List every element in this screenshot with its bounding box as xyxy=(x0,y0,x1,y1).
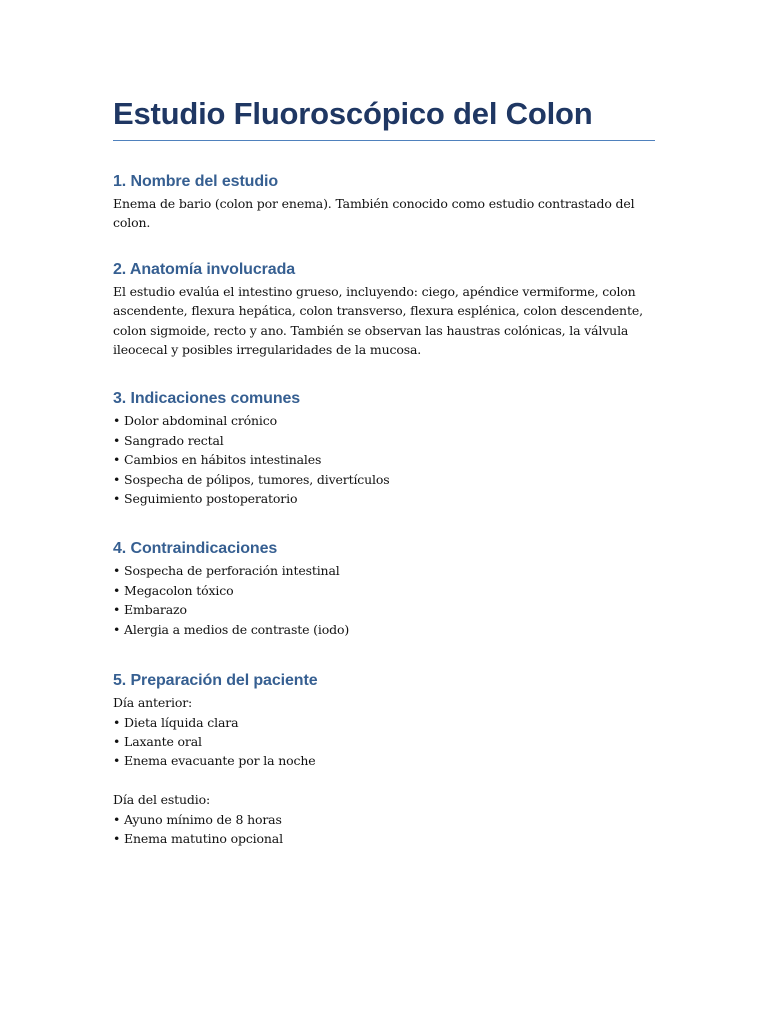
section-anatomia-involucrada xyxy=(113,259,655,360)
day-of-list xyxy=(113,810,655,849)
section-preparacion-del-paciente xyxy=(113,670,655,848)
section-heading: 1. Nombre del estudio xyxy=(113,173,279,190)
indicaciones-list xyxy=(113,411,655,508)
section-heading: 2. Anatomía involucrada xyxy=(113,260,296,278)
list-item: • Seguimiento postoperatorio xyxy=(113,491,298,507)
list-item: • Alergia a medios de contraste (iodo) xyxy=(113,621,350,637)
contraindicaciones-list xyxy=(113,561,655,639)
day-of-label: Día del estudio: xyxy=(113,792,211,808)
section-heading: 3. Indicaciones comunes xyxy=(113,390,301,408)
list-item: • Sospecha de pólipos, tumores, divertículos xyxy=(113,471,390,487)
list-item: • Sospecha de perforación intestinal xyxy=(113,563,340,579)
list-item: • Sangrado rectal xyxy=(113,432,224,448)
blank-line xyxy=(113,771,655,790)
list-item: • Ayuno mínimo de 8 horas xyxy=(113,811,282,827)
section-nombre-del-estudio xyxy=(113,171,655,233)
list-item: • Megacolon tóxico xyxy=(113,582,234,598)
list-item: • Embarazo xyxy=(113,602,187,618)
section-contraindicaciones xyxy=(113,538,655,639)
day-before-label: Día anterior: xyxy=(113,695,193,711)
section-paragraph: El estudio evalúa el intestino grueso, incluyendo: ciego, apéndice vermiforme, colon ascendente, flexura hepática, colon transverso, flexura esplénica, colon descendente, colon sigmoide, recto y ano. También se observan las haustras colónicas, la válvula ileocecal y posibles irregularidades de la mucosa. xyxy=(113,283,643,358)
day-before-list xyxy=(113,713,655,771)
list-item: • Dolor abdominal crónico xyxy=(113,413,277,429)
section-indicaciones-comunes xyxy=(113,388,655,508)
list-item: • Cambios en hábitos intestinales xyxy=(113,452,322,468)
page-title: Estudio Fluoroscópico del Colon xyxy=(113,94,655,141)
list-item: • Enema evacuante por la noche xyxy=(113,753,316,769)
list-item: • Enema matutino opcional xyxy=(113,830,283,846)
section-heading: 5. Preparación del paciente xyxy=(113,672,318,690)
section-heading: 4. Contraindicaciones xyxy=(113,540,278,558)
section-paragraph: Enema de bario (colon por enema). También conocido como estudio contrastado del colon. xyxy=(113,196,635,231)
list-item: • Laxante oral xyxy=(113,733,202,749)
document-page xyxy=(113,94,655,848)
list-item: • Dieta líquida clara xyxy=(113,714,239,730)
